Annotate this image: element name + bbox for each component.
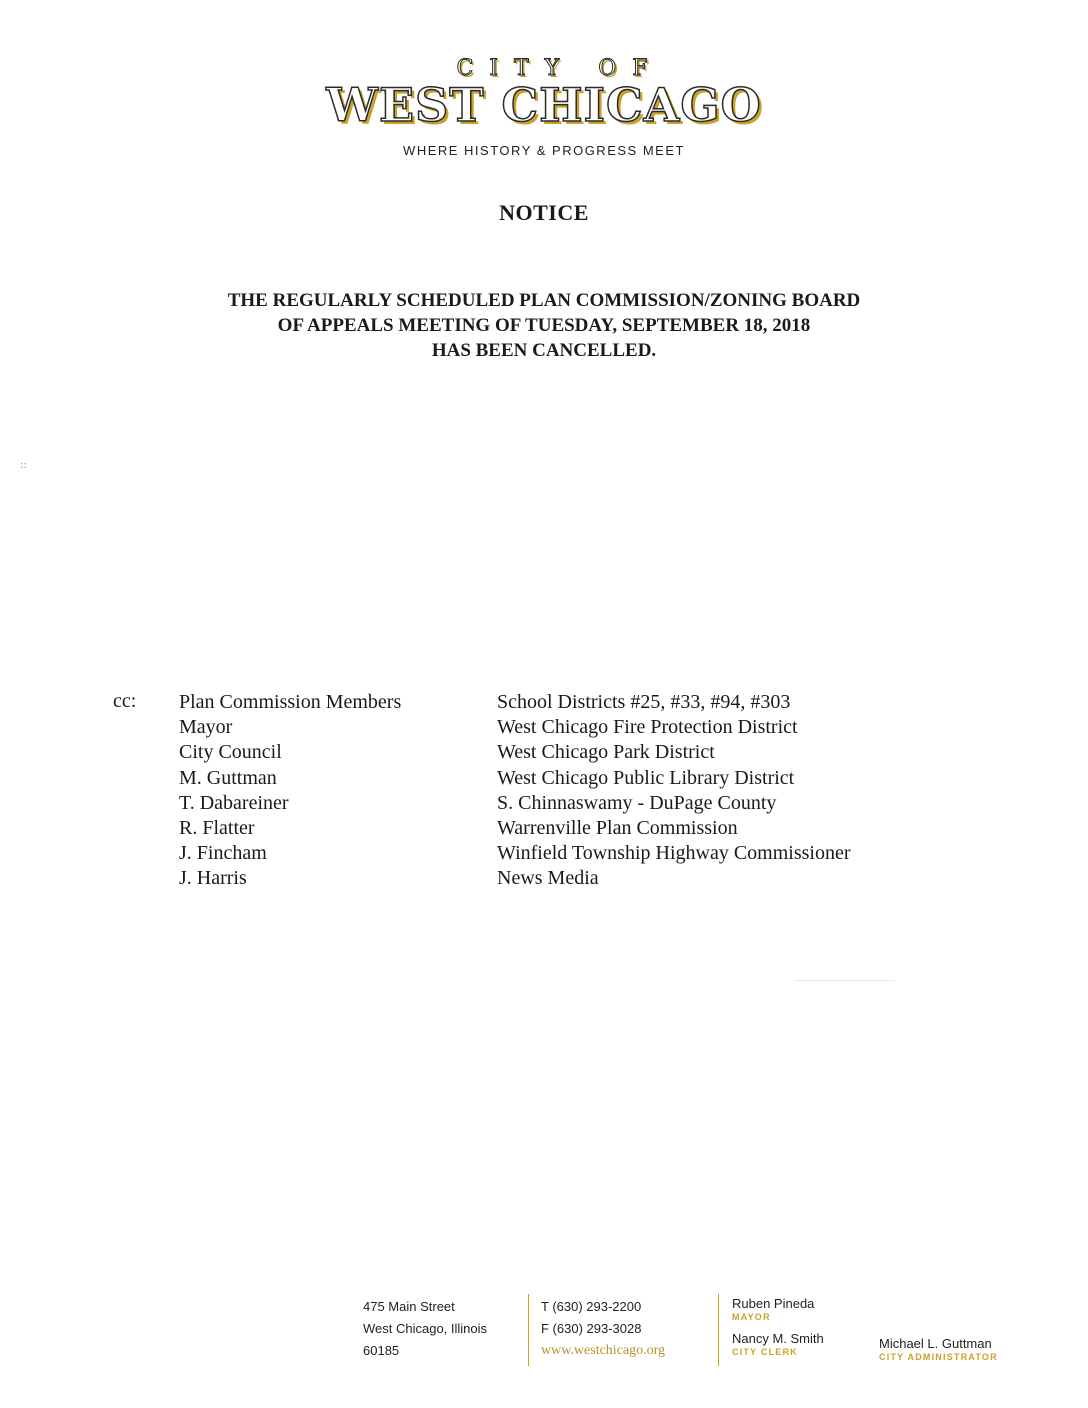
cc-recipient: School Districts #25, #33, #94, #303 <box>497 691 791 713</box>
announcement-line: THE REGULARLY SCHEDULED PLAN COMMISSION/ZONING BOARD <box>227 290 861 311</box>
cc-recipient: West Chicago Public Library District <box>497 766 795 789</box>
mayor-title: MAYOR <box>732 1312 771 1322</box>
letterhead-city-of: CITY OF <box>456 56 664 81</box>
cc-recipient: West Chicago Fire Protection District <box>497 716 798 739</box>
administrator-name: Michael L. Guttman <box>879 1336 992 1351</box>
letterhead-tagline: WHERE HISTORY & PROGRESS MEET <box>403 143 685 158</box>
administrator-title: CITY ADMINISTRATOR <box>879 1352 998 1362</box>
address-line: 475 Main Street <box>363 1299 455 1314</box>
footer-officials <box>732 1296 824 1357</box>
website-link[interactable]: www.westchicago.org <box>541 1343 666 1358</box>
cc-recipient: Winfield Township Highway Commissioner <box>497 842 851 865</box>
address-line: 60185 <box>363 1343 400 1358</box>
footer-divider <box>718 1294 719 1366</box>
cc-recipient: R. Flatter <box>179 817 255 840</box>
cc-recipient: Mayor <box>179 716 233 739</box>
cc-recipient: J. Harris <box>179 867 247 890</box>
cc-recipient: Plan Commission Members <box>179 691 402 713</box>
mayor-name: Ruben Pineda <box>732 1296 815 1311</box>
letterhead-city-name: WEST CHICAGO <box>326 78 762 132</box>
cc-recipient: S. Chinnaswamy - DuPage County <box>497 791 777 814</box>
cc-label: cc: <box>113 690 137 712</box>
cc-list-left <box>179 690 401 892</box>
cc-recipient: West Chicago Park District <box>497 741 715 764</box>
fax-number: F (630) 293-3028 <box>541 1321 642 1336</box>
announcement-line: OF APPEALS MEETING OF TUESDAY, SEPTEMBER 18, 2018 <box>277 315 811 336</box>
cc-recipient: J. Fincham <box>179 842 267 865</box>
cc-recipient: T. Dabareiner <box>179 791 289 814</box>
faint-divider <box>795 980 895 981</box>
stray-mark: :: <box>20 460 27 471</box>
cc-list-right <box>497 690 851 892</box>
footer-administrator <box>879 1336 998 1362</box>
clerk-name: Nancy M. Smith <box>732 1331 824 1346</box>
footer-address <box>363 1296 487 1362</box>
cc-recipient: M. Guttman <box>179 766 277 789</box>
cancellation-announcement <box>0 288 1088 363</box>
phone-number: T (630) 293-2200 <box>541 1299 642 1314</box>
notice-title: NOTICE <box>499 200 589 225</box>
cc-recipient: City Council <box>179 741 282 764</box>
cc-recipient: News Media <box>497 867 599 890</box>
footer-contact <box>541 1296 665 1362</box>
address-line: West Chicago, Illinois <box>363 1321 488 1336</box>
footer-divider <box>528 1294 529 1366</box>
clerk-title: CITY CLERK <box>732 1347 798 1357</box>
cc-recipient: Warrenville Plan Commission <box>497 817 738 840</box>
announcement-line: HAS BEEN CANCELLED. <box>431 340 657 361</box>
